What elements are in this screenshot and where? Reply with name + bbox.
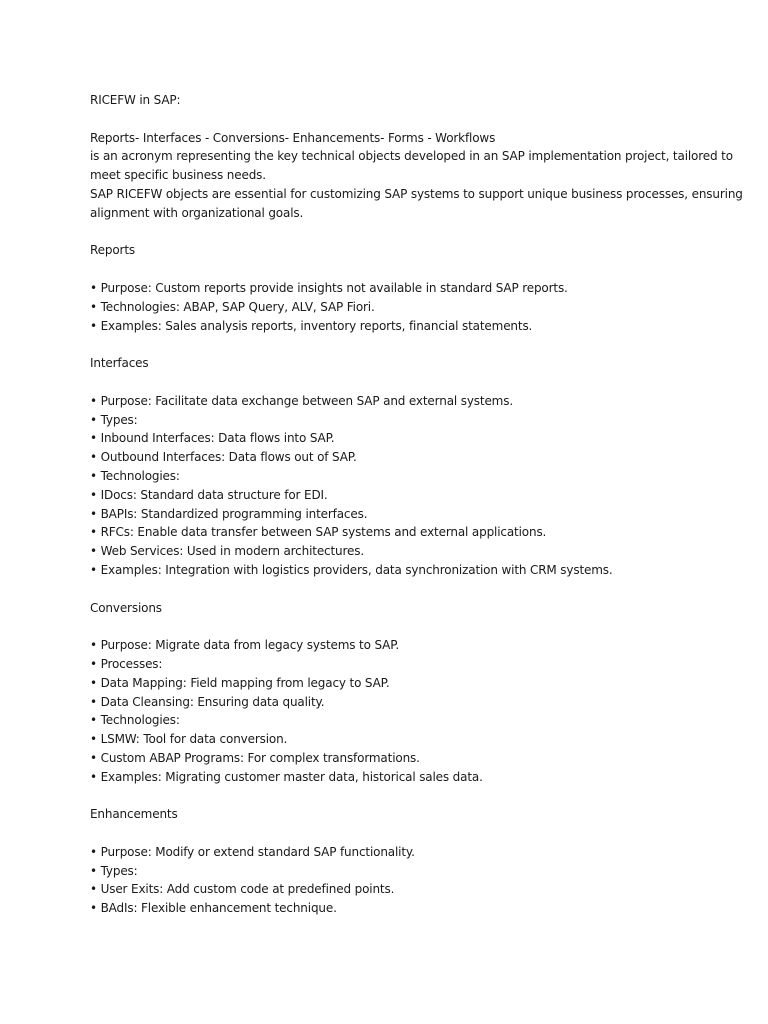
list-item: • User Exits: Add custom code at predefined points.: [90, 882, 395, 897]
intro-line: SAP RICEFW objects are essential for customizing SAP systems to support unique business processes, ensuring: [90, 186, 743, 201]
list-item: • Data Mapping: Field mapping from legacy to SAP.: [90, 675, 390, 690]
list-item: • IDocs: Standard data structure for EDI.: [90, 487, 328, 502]
list-item: • Purpose: Facilitate data exchange between SAP and external systems.: [90, 393, 513, 408]
intro-line: meet specific business needs.: [90, 168, 266, 183]
spacer: [90, 373, 690, 392]
list-item: • Purpose: Migrate data from legacy systems to SAP.: [90, 638, 400, 653]
section-heading-conversions: Conversions: [90, 600, 162, 615]
list-item: • Examples: Integration with logistics providers, data synchronization with CRM systems.: [90, 562, 613, 577]
list-item: • Outbound Interfaces: Data flows out of SAP.: [90, 450, 357, 465]
list-item: • Inbound Interfaces: Data flows into SAP.: [90, 431, 335, 446]
list-item: • Types:: [90, 412, 138, 427]
spacer: [90, 335, 690, 354]
intro-line: is an acronym representing the key technical objects developed in an SAP implementation project, tailored to: [90, 149, 733, 164]
spacer: [90, 223, 690, 242]
section-heading-enhancements: Enhancements: [90, 807, 178, 822]
section-heading-reports: Reports: [90, 243, 135, 258]
list-item: • Types:: [90, 863, 138, 878]
list-item: • Processes:: [90, 656, 163, 671]
list-item: • Technologies:: [90, 468, 180, 483]
spacer: [90, 580, 690, 599]
spacer: [90, 260, 690, 279]
list-item: • Purpose: Custom reports provide insights not available in standard SAP reports.: [90, 280, 568, 295]
section-heading-interfaces: Interfaces: [90, 356, 149, 371]
spacer: [90, 824, 690, 843]
list-item: • Purpose: Modify or extend standard SAP functionality.: [90, 844, 415, 859]
intro-line: alignment with organizational goals.: [90, 205, 304, 220]
document-title: RICEFW in SAP:: [90, 93, 181, 107]
list-item: • Technologies:: [90, 713, 180, 728]
spacer: [90, 110, 690, 129]
list-item: • Data Cleansing: Ensuring data quality.: [90, 694, 325, 709]
list-item: • Custom ABAP Programs: For complex transformations.: [90, 750, 420, 765]
list-item: • Examples: Sales analysis reports, inventory reports, financial statements.: [90, 318, 533, 333]
list-item: • Web Services: Used in modern architectures.: [90, 544, 365, 559]
list-item: • RFCs: Enable data transfer between SAP systems and external applications.: [90, 525, 547, 540]
spacer: [90, 617, 690, 636]
intro-line: Reports- Interfaces - Conversions- Enhancements- Forms - Workflows: [90, 130, 496, 145]
list-item: • BAPIs: Standardized programming interfaces.: [90, 506, 368, 521]
list-item: • BAdIs: Flexible enhancement technique.: [90, 901, 337, 916]
document-body: [90, 91, 743, 918]
list-item: • LSMW: Tool for data conversion.: [90, 732, 288, 747]
list-item: • Technologies: ABAP, SAP Query, ALV, SAP Fiori.: [90, 299, 375, 314]
list-item: • Examples: Migrating customer master data, historical sales data.: [90, 769, 483, 784]
spacer: [90, 786, 690, 805]
